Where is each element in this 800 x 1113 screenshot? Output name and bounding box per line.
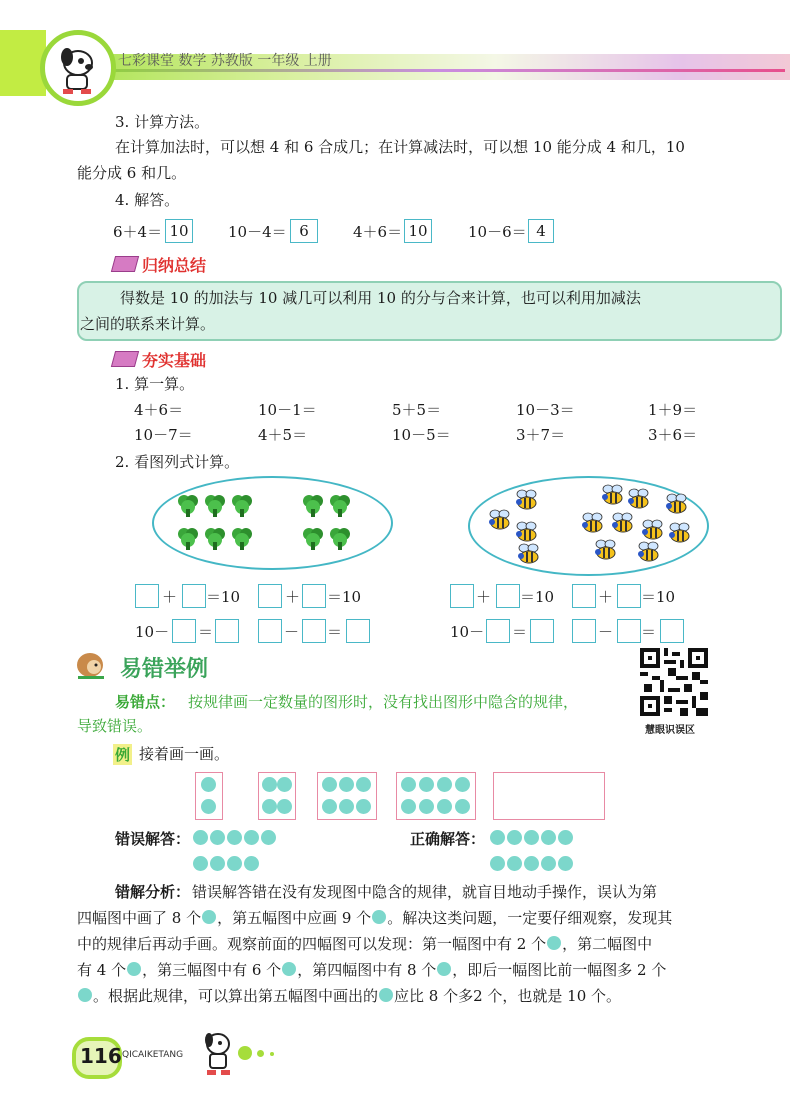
dot-icon <box>437 962 451 976</box>
analysis-line-2 <box>77 910 672 926</box>
correct-answer-label: 正确解答： <box>410 830 486 848</box>
dot-icon <box>356 777 371 792</box>
dot-icon <box>193 856 208 871</box>
equals-ten: ＝10 <box>520 588 555 606</box>
answer-box-2: 6 <box>290 219 318 243</box>
answer-blank <box>450 584 474 608</box>
dot-icon <box>244 830 259 845</box>
dog-mascot-icon <box>45 35 111 101</box>
equals-ten: ＝10 <box>641 588 676 606</box>
plus-sign: ＋ <box>476 588 492 606</box>
footer-brand: QICAIKETANG <box>122 1050 184 1060</box>
dot-icon <box>437 777 452 792</box>
plant-icon <box>302 527 324 551</box>
answer-blank <box>135 584 159 608</box>
summary-line-1: 得数是 10 的加法与 10 减几可以利用 10 的分与合来计算，也可以利用加减法 <box>120 289 641 307</box>
practice-tag-icon <box>111 351 139 367</box>
answer-blank <box>617 619 641 643</box>
bee-icon <box>580 512 606 534</box>
analysis-line-5a: 。根据此规律，可以算出第五幅图中画出的 <box>93 987 379 1005</box>
answer-blank <box>258 619 282 643</box>
answer-blank <box>215 619 239 643</box>
dot-icon <box>282 962 296 976</box>
dot-icon <box>490 830 505 845</box>
dot-icon <box>339 799 354 814</box>
plant-icon <box>302 494 324 518</box>
summary-line-2: 之间的联系来计算。 <box>80 315 216 333</box>
analysis-line-5 <box>77 988 621 1004</box>
dot-icon <box>277 799 292 814</box>
plus-sign: ＋ <box>598 588 614 606</box>
header-title: 七彩课堂 数学 苏教版 一年级 上册 <box>118 53 332 69</box>
calc-r1-5: 1＋9＝ <box>648 401 698 419</box>
bee-icon <box>514 489 540 511</box>
answer-blank <box>572 584 596 608</box>
equals-sign: ＝ <box>641 623 657 641</box>
dot-icon <box>210 856 225 871</box>
method-line-2: 能分成 6 和几。 <box>77 164 187 182</box>
mistake-point-line-1: 按规律画一定数量的图形时，没有找出图形中隐含的规律， <box>188 693 579 711</box>
qr-caption: 慧眼识误区 <box>645 725 695 736</box>
plant-oval <box>152 476 393 570</box>
dot-icon <box>210 830 225 845</box>
dot-icon <box>277 777 292 792</box>
dot-icon <box>227 830 242 845</box>
dot-icon <box>455 799 470 814</box>
hedgehog-mascot-icon <box>74 647 108 681</box>
ten-minus: 10－ <box>135 623 170 641</box>
answer-expr-2: 10－4＝ <box>228 223 287 241</box>
answer-blank <box>302 584 326 608</box>
example-text: 接着画一画。 <box>139 745 230 763</box>
answer-box-3: 10 <box>404 219 432 243</box>
dot-icon <box>127 962 141 976</box>
dot-icon <box>547 936 561 950</box>
calc-r1-3: 5＋5＝ <box>392 401 442 419</box>
answer-blank <box>172 619 196 643</box>
dot-icon <box>541 856 556 871</box>
dot-icon <box>78 988 92 1002</box>
dot-icon <box>401 799 416 814</box>
dot-icon <box>372 910 386 924</box>
plus-sign: ＋ <box>285 588 301 606</box>
minus-sign: － <box>284 623 300 641</box>
ten-minus: 10－ <box>450 623 485 641</box>
calc-r2-1: 10－7＝ <box>134 426 193 444</box>
equals-sign: ＝ <box>327 623 343 641</box>
bee-icon <box>640 519 666 541</box>
footer-dot-small <box>270 1052 274 1056</box>
answer-blank <box>496 584 520 608</box>
dot-icon <box>322 777 337 792</box>
summary-title: 归纳总结 <box>142 256 207 275</box>
dog-footer-icon <box>198 1030 238 1078</box>
bee-icon <box>610 512 636 534</box>
answer-blank <box>302 619 326 643</box>
mascot-logo <box>40 30 116 106</box>
bee-icon <box>600 484 626 506</box>
plant-icon <box>177 494 199 518</box>
practice-q2: 2. 看图列式计算。 <box>115 453 240 471</box>
bee-icon <box>593 539 619 561</box>
analysis-line-2a: 四幅图中画了 8 个 <box>77 909 202 927</box>
dot-icon <box>262 777 277 792</box>
answer-blank <box>572 619 596 643</box>
calc-r1-4: 10－3＝ <box>516 401 575 419</box>
plant-icon <box>231 494 253 518</box>
method-line-1: 在计算加法时，可以想 4 和 6 合成几；在计算减法时，可以想 10 能分成 4 和几，10 <box>115 138 685 156</box>
answer-blank <box>258 584 282 608</box>
answer-heading: 4. 解答。 <box>115 191 180 209</box>
bee-icon <box>487 509 513 531</box>
dot-icon <box>455 777 470 792</box>
plus-sign: ＋ <box>162 588 178 606</box>
dot-icon <box>202 910 216 924</box>
dot-icon <box>262 799 277 814</box>
bee-icon <box>516 543 542 565</box>
analysis-line-4d: ，即后一幅图比前一幅图多 2 个 <box>452 961 667 979</box>
dot-icon <box>541 830 556 845</box>
equals-sign: ＝ <box>198 623 214 641</box>
calc-r2-5: 3＋6＝ <box>648 426 698 444</box>
bee-icon <box>626 488 652 510</box>
answer-box-4: 4 <box>528 219 554 243</box>
plant-icon <box>204 527 226 551</box>
bee-icon <box>636 541 662 563</box>
dot-icon <box>437 799 452 814</box>
summary-tag-icon <box>111 256 139 272</box>
analysis-line-4 <box>77 962 666 978</box>
pattern-frame-5-empty <box>493 772 605 820</box>
dot-icon <box>419 799 434 814</box>
calc-r1-1: 4＋6＝ <box>134 401 184 419</box>
equals-ten: ＝10 <box>206 588 241 606</box>
answer-expr-4: 10－6＝ <box>468 223 527 241</box>
practice-title: 夯实基础 <box>142 351 207 370</box>
practice-q1: 1. 算一算。 <box>115 375 195 393</box>
answer-expr-1: 6＋4＝ <box>113 223 163 241</box>
analysis-line-3b: ，第二幅图中 <box>562 935 653 953</box>
analysis-line-2c: 。解决这类问题，一定要仔细观察，发现其 <box>387 909 673 927</box>
answer-blank <box>486 619 510 643</box>
dot-icon <box>419 777 434 792</box>
dot-icon <box>356 799 371 814</box>
dot-icon <box>244 856 259 871</box>
analysis-line-4a: 有 4 个 <box>77 961 127 979</box>
plant-icon <box>329 494 351 518</box>
dot-icon <box>524 830 539 845</box>
mistake-point-line-2: 导致错误。 <box>77 717 153 735</box>
answer-blank <box>346 619 370 643</box>
analysis-line-3a: 中的规律后再动手画。观察前面的四幅图可以发现：第一幅图中有 2 个 <box>77 935 547 953</box>
minus-sign: － <box>598 623 614 641</box>
answer-box-1: 10 <box>165 219 193 243</box>
dot-icon <box>193 830 208 845</box>
calc-r1-2: 10－1＝ <box>258 401 317 419</box>
plant-icon <box>204 494 226 518</box>
calc-r2-3: 10－5＝ <box>392 426 451 444</box>
dot-icon <box>558 856 573 871</box>
plant-icon <box>177 527 199 551</box>
footer-dot-large <box>238 1046 252 1060</box>
header-color-block <box>0 30 46 96</box>
answer-blank <box>530 619 554 643</box>
bee-icon <box>514 521 540 543</box>
answer-expr-3: 4＋6＝ <box>353 223 403 241</box>
analysis-line-5b: 应比 8 个多2 个，也就是 10 个。 <box>394 987 622 1005</box>
analysis-line-3 <box>77 936 652 952</box>
dot-icon <box>227 856 242 871</box>
plant-icon <box>231 527 253 551</box>
example-label: 例 <box>115 746 131 764</box>
dot-icon <box>507 830 522 845</box>
footer-dot-medium <box>257 1050 264 1057</box>
qr-code[interactable] <box>640 648 708 716</box>
dot-icon <box>490 856 505 871</box>
method-heading: 3. 计算方法。 <box>115 113 210 131</box>
plant-icon <box>329 527 351 551</box>
bee-icon <box>667 522 693 544</box>
analysis-line-2b: ，第五幅图中应画 9 个 <box>217 909 372 927</box>
equals-sign: ＝ <box>512 623 528 641</box>
analysis-line-1: 错误解答错在没有发现图中隐含的规律，就盲目地动手操作，误认为第 <box>192 883 658 901</box>
dot-icon <box>339 777 354 792</box>
analysis-label: 错解分析： <box>115 883 191 901</box>
page-number: 116 <box>80 1044 122 1068</box>
analysis-line-4b: ，第三幅图中有 6 个 <box>142 961 282 979</box>
answer-blank <box>617 584 641 608</box>
analysis-line-4c: ，第四幅图中有 8 个 <box>297 961 437 979</box>
dot-icon <box>201 777 216 792</box>
calc-r2-2: 4＋5＝ <box>258 426 308 444</box>
wrong-answer-label: 错误解答： <box>115 830 191 848</box>
dot-icon <box>401 777 416 792</box>
dot-icon <box>261 830 276 845</box>
dot-icon <box>558 830 573 845</box>
bee-icon <box>664 493 690 515</box>
dot-icon <box>322 799 337 814</box>
mistakes-title: 易错举例 <box>120 657 209 682</box>
answer-blank <box>182 584 206 608</box>
dot-icon <box>524 856 539 871</box>
dot-icon <box>507 856 522 871</box>
calc-r2-4: 3＋7＝ <box>516 426 566 444</box>
mistake-point-label: 易错点： <box>115 693 176 711</box>
answer-blank <box>660 619 684 643</box>
equals-ten: ＝10 <box>327 588 362 606</box>
dot-icon <box>379 988 393 1002</box>
dot-icon <box>201 799 216 814</box>
